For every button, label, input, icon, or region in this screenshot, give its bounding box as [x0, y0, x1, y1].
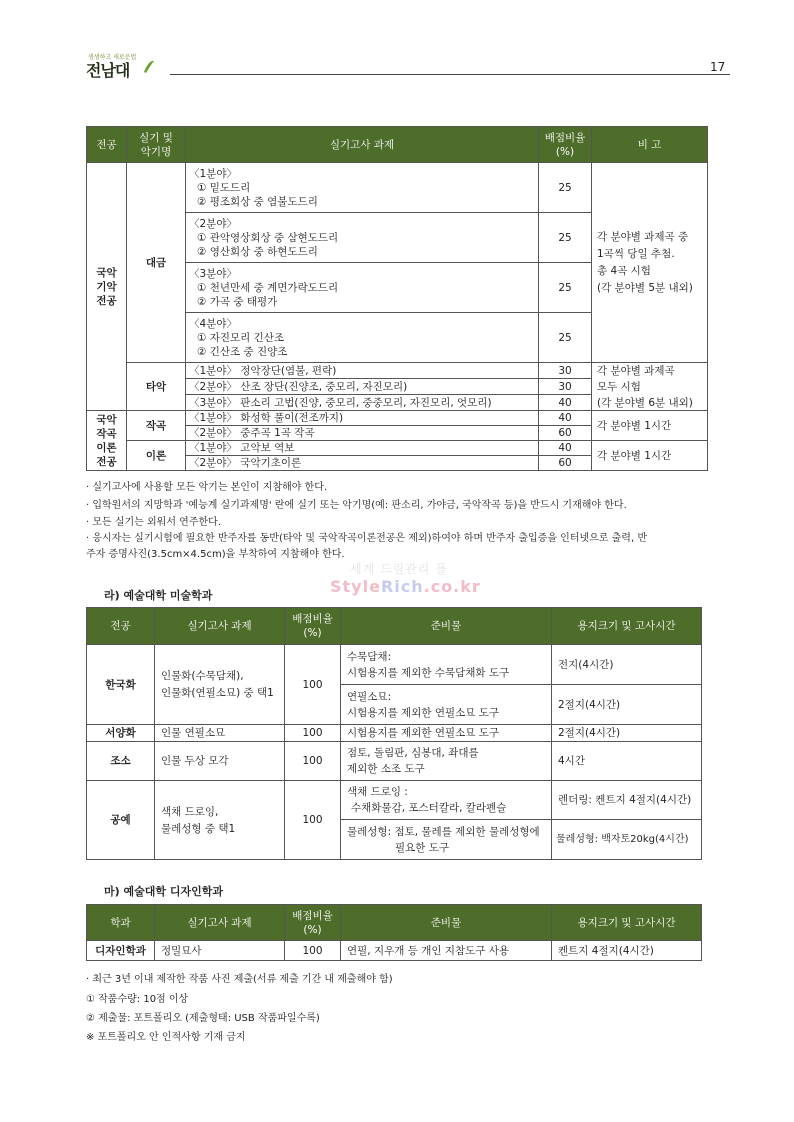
score-cell: 30 [539, 363, 592, 379]
note-cell: 각 분야별 1시간 [592, 441, 708, 471]
score-cell: 25 [539, 263, 592, 313]
score-cell: 60 [539, 426, 592, 441]
design-exam-table [86, 904, 702, 961]
score-cell: 100 [285, 742, 341, 781]
score-cell: 25 [539, 163, 592, 213]
page-number: 17 [710, 60, 726, 74]
note-line: 주자 증명사진(3.5cm×4.5cm)을 부착하여 지참해야 한다. [86, 549, 345, 560]
note-line: · 입학원서의 지망학과 '예능계 실기과제명' 란에 실기 또는 악기명(예: 판소리, 가야금, 국악작곡 등)을 반드시 기재해야 한다. [86, 500, 627, 511]
col-header-task: 실기고사 과제 [155, 608, 285, 645]
prep-cell: 연필소묘: 시험용지를 제외한 연필소묘 도구 [341, 685, 552, 725]
major-cell: 공예 [87, 781, 155, 860]
instrument-cell: 이론 [127, 441, 186, 471]
note-line: · 실기고사에 사용할 모든 악기는 본인이 지참해야 한다. [86, 482, 328, 493]
logo-leaf-icon [143, 58, 155, 74]
score-cell: 100 [285, 941, 341, 961]
task-cell: 〈1분야〉 화성학 풀이(전조까지) [186, 411, 539, 426]
dept-cell: 디자인학과 [87, 941, 155, 961]
col-header-task: 실기고사 과제 [155, 905, 285, 941]
task-cell: 〈1분야〉 ① 밑도드리 ② 평조회상 중 염불도드리 [186, 163, 539, 213]
col-header-major: 전공 [87, 127, 127, 163]
col-header-ratio: 배점비율 (%) [285, 905, 341, 941]
note-line: · 응시자는 실기시험에 필요한 반주자를 동반(타악 및 국악작곡이론전공은 제외)하여야 하며 반주자 출입증을 인터넷으로 출력, 반 [86, 533, 647, 544]
size-cell: 렌더링: 켄트지 4절지(4시간) [552, 781, 702, 820]
col-header-ratio: 배점비율 (%) [539, 127, 592, 163]
note-line: ※ 포트폴리오 안 인적사항 기재 금지 [86, 1032, 246, 1043]
prep-cell: 물레성형: 점토, 물레를 제외한 물레성형에 필요한 도구 [341, 820, 552, 860]
instrument-cell: 작곡 [127, 411, 186, 441]
task-cell: 〈2분야〉 ① 관악영상회상 중 삼현도드리 ② 영산회상 중 하현도드리 [186, 213, 539, 263]
score-cell: 100 [285, 645, 341, 725]
task-cell: 인물 연필소묘 [155, 725, 285, 742]
note-line: · 모든 실기는 외워서 연주한다. [86, 517, 221, 528]
col-header-task: 실기고사 과제 [186, 127, 539, 163]
prep-cell: 점토, 돌림판, 심봉대, 좌대를 제외한 소조 도구 [341, 742, 552, 781]
note-line: ② 제출물: 포트폴리오 (제출형태: USB 작품파일수록) [86, 1013, 320, 1024]
instrument-cell: 타악 [127, 363, 186, 411]
col-header-note: 비 고 [592, 127, 708, 163]
col-header-prep: 준비물 [341, 608, 552, 645]
task-cell: 〈2분야〉 산조 장단(진양조, 중모리, 자진모리) [186, 379, 539, 395]
section-title-art: 라) 예술대학 미술학과 [104, 589, 213, 602]
score-cell: 25 [539, 313, 592, 363]
task-cell: 〈1분야〉 고악보 역보 [186, 441, 539, 456]
gugak-exam-table [86, 126, 708, 471]
note-cell: 각 분야별 과제곡 모두 시험 (각 분야별 6분 내외) [592, 363, 708, 411]
task-cell: 〈3분야〉 판소리 고법(진양, 중모리, 중중모리, 자진모리, 엇모리) [186, 395, 539, 411]
task-cell: 〈2분야〉 국악기초이론 [186, 456, 539, 471]
note-line: ① 작품수량: 10점 이상 [86, 994, 189, 1005]
score-cell: 40 [539, 411, 592, 426]
note-cell: 각 분야별 1시간 [592, 411, 708, 441]
col-header-dept: 학과 [87, 905, 155, 941]
task-cell: 〈4분야〉 ① 자진모리 긴산조 ② 긴산조 중 진양조 [186, 313, 539, 363]
watermark: 세계 드림관리 플 StyleRich.co.kr [330, 562, 481, 596]
instrument-cell: 대금 [127, 163, 186, 363]
size-cell: 2절지(4시간) [552, 725, 702, 742]
note-cell: 각 분야별 과제곡 중 1곡씩 당일 추첨. 총 4곡 시험 (각 분야별 5분 내외) [592, 163, 708, 363]
major-cell: 국악 작곡 이론 전공 [87, 411, 127, 471]
header-rule [170, 74, 730, 75]
col-header-major: 전공 [87, 608, 155, 645]
size-cell: 켄트지 4절지(4시간) [552, 941, 702, 961]
score-cell: 40 [539, 441, 592, 456]
size-cell: 전지(4시간) [552, 645, 702, 685]
major-cell: 한국화 [87, 645, 155, 725]
note-line: · 최근 3년 이내 제작한 작품 사진 제출(서류 제출 기간 내 제출해야 함) [86, 974, 393, 985]
score-cell: 40 [539, 395, 592, 411]
prep-cell: 시험용지를 제외한 연필소묘 도구 [341, 725, 552, 742]
task-cell: 인물 두상 모각 [155, 742, 285, 781]
major-cell: 서양화 [87, 725, 155, 742]
major-cell: 조소 [87, 742, 155, 781]
prep-cell: 수묵담채: 시험용지를 제외한 수묵담채화 도구 [341, 645, 552, 685]
score-cell: 100 [285, 781, 341, 860]
score-cell: 100 [285, 725, 341, 742]
task-cell: 인물화(수묵담채), 인물화(연필소묘) 중 택1 [155, 645, 285, 725]
task-cell: 색채 드로잉, 물레성형 중 택1 [155, 781, 285, 860]
major-cell: 국악 기악 전공 [87, 163, 127, 411]
logo-text: 전남대 [86, 61, 130, 80]
prep-cell: 색채 드로잉 : 수채화물감, 포스터칼라, 칼라펜슬 [341, 781, 552, 820]
col-header-instrument: 실기 및 악기명 [127, 127, 186, 163]
size-cell: 물레성형: 백자토20kg(4시간) [552, 820, 702, 860]
size-cell: 4시간 [552, 742, 702, 781]
col-header-ratio: 배점비율 (%) [285, 608, 341, 645]
score-cell: 60 [539, 456, 592, 471]
task-cell: 〈3분야〉 ① 천년만세 중 계면가락도드리 ② 가곡 중 태평가 [186, 263, 539, 313]
prep-cell: 연필, 지우개 등 개인 지참도구 사용 [341, 941, 552, 961]
score-cell: 30 [539, 379, 592, 395]
art-exam-table [86, 607, 702, 860]
col-header-prep: 준비물 [341, 905, 552, 941]
section-title-design: 마) 예술대학 디자인학과 [104, 885, 223, 898]
task-cell: 정밀묘사 [155, 941, 285, 961]
col-header-size: 용지크기 및 고사시간 [552, 608, 702, 645]
size-cell: 2절지(4시간) [552, 685, 702, 725]
logo-tagline: 생생하고 새로운법 [88, 54, 137, 61]
score-cell: 25 [539, 213, 592, 263]
task-cell: 〈2분야〉 중주곡 1곡 작곡 [186, 426, 539, 441]
task-cell: 〈1분야〉 정악장단(염불, 편락) [186, 363, 539, 379]
col-header-size: 용지크기 및 고사시간 [552, 905, 702, 941]
